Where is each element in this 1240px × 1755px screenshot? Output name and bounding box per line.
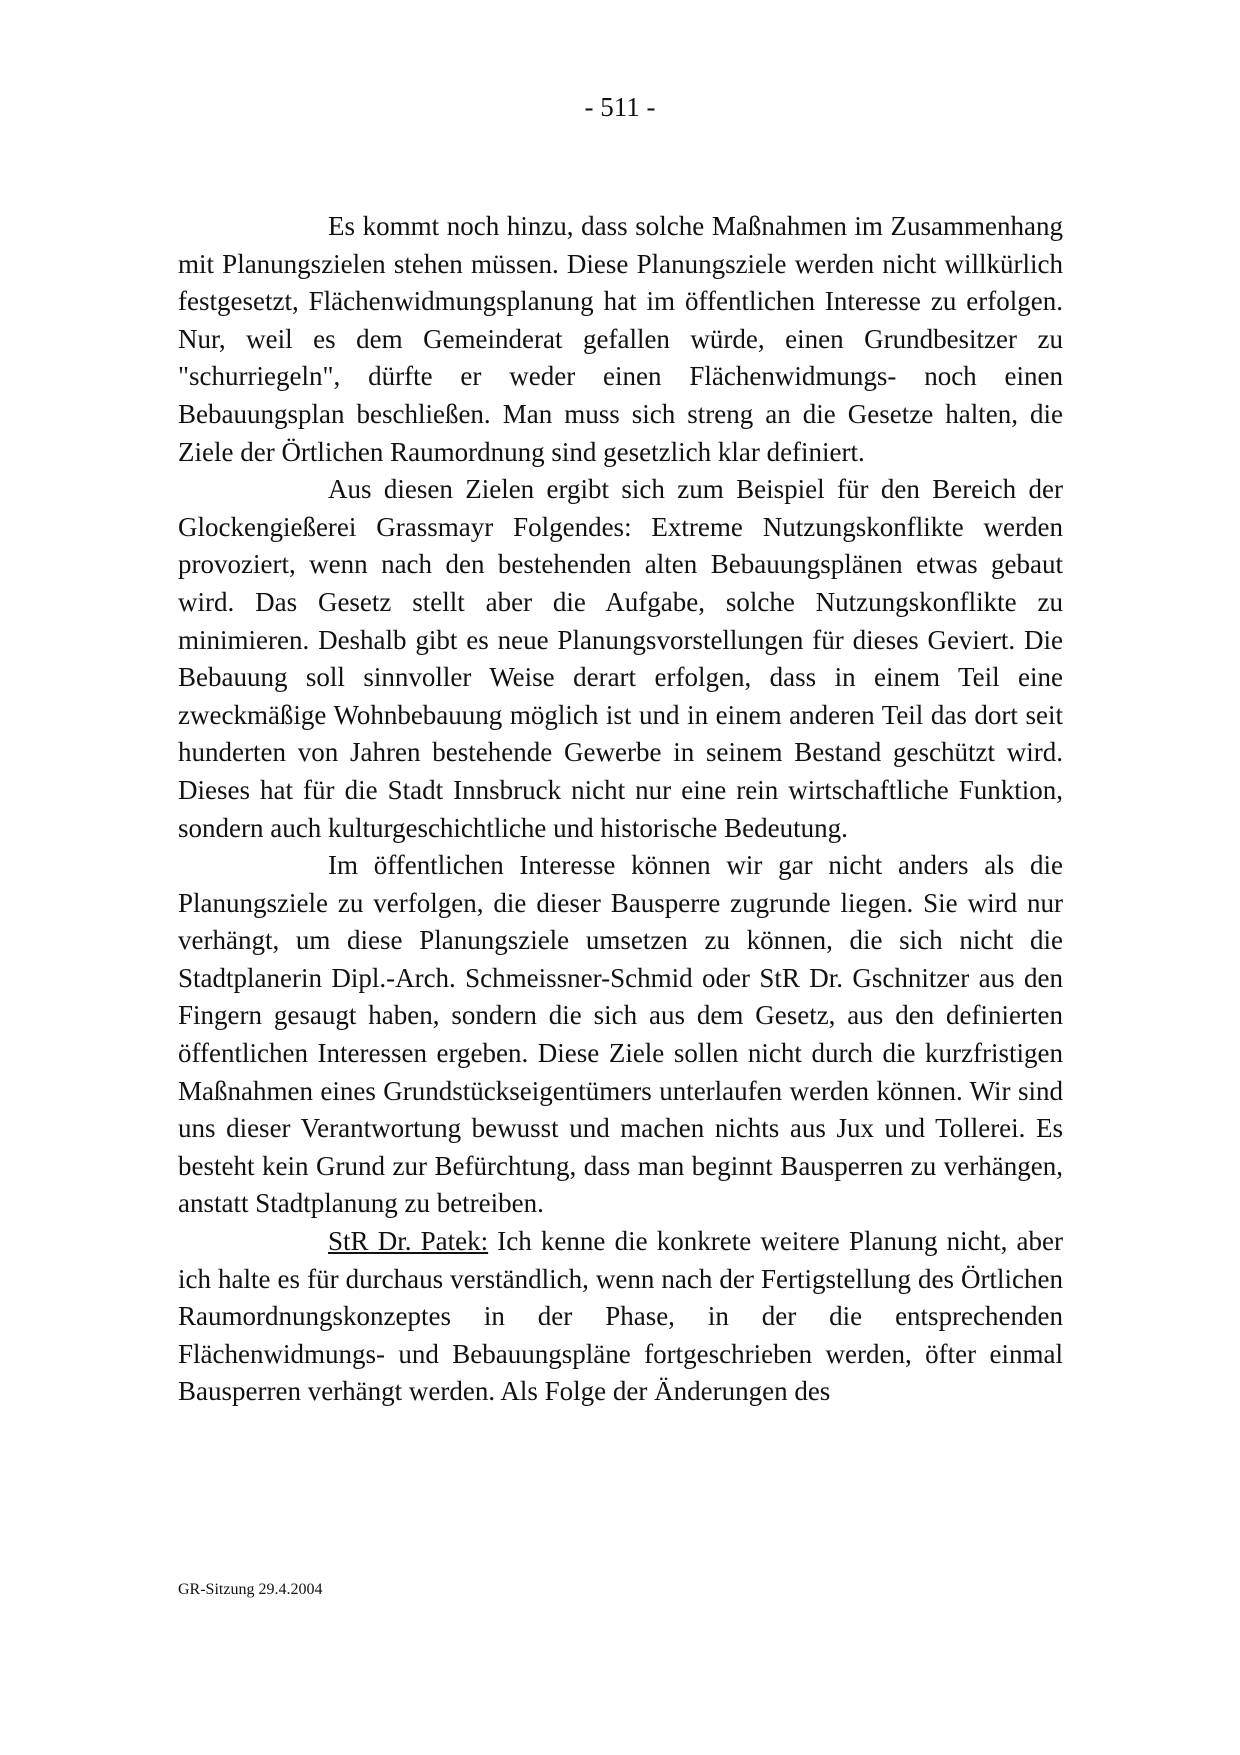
paragraph-1: Es kommt noch hinzu, dass solche Maßnahmen im Zusammenhang mit Planungszielen stehen müssen. Diese Planungsziele werden nicht willkürlich festgesetzt, Flächenwidmungsplanung hat im öffentlichen Interesse zu erfolgen. Nur, weil es dem Gemeinderat gefallen würde, einen Grundbesitzer zu "schurriegeln", dürfte er weder einen Flächenwidmungs- noch einen Bebauungsplan beschließen. Man muss sich streng an die Gesetze halten, die Ziele der Örtlichen Raumordnung sind gesetzlich klar definiert. [178,211,1063,467]
document-body [178,208,1063,1411]
paragraph-3: Im öffentlichen Interesse können wir gar nicht anders als die Planungsziele zu verfolgen, die dieser Bausperre zugrunde liegen. Sie wird nur verhängt, um diese Planungsziele umsetzen zu können, die sich nicht die Stadtplanerin Dipl.-Arch. Schmeissner-Schmid oder StR Dr. Gschnitzer aus den Fingern gesaugt haben, sondern die sich aus dem Gesetz, aus den definierten öffentlichen Interessen ergeben. Diese Ziele sollen nicht durch die kurzfristigen Maßnahmen eines Grundstückseigentümers unterlaufen werden können. Wir sind uns dieser Verantwortung bewusst und machen nichts aus Jux und Tollerei. Es besteht kein Grund zur Befürchtung, dass man beginnt Bausperren zu verhängen, anstatt Stadtplanung zu betreiben. [178,850,1063,1219]
page-number: - 511 - [584,92,656,122]
paragraph-4 [178,1223,1063,1411]
speaker-name: StR Dr. Patek: [328,1226,489,1257]
paragraph-2: Aus diesen Zielen ergibt sich zum Beispiel für den Bereich der Glockengießerei Grassmayr Folgendes: Extreme Nutzungskonflikte werden provoziert, wenn nach den bestehenden alten Bebauungsplänen etwas gebaut wird. Das Gesetz stellt aber die Aufgabe, solche Nutzungskonflikte zu minimieren. Deshalb gibt es neue Planungsvorstellungen für dieses Geviert. Die Bebauung soll sinnvoller Weise derart erfolgen, dass in einem Teil eine zweckmäßige Wohnbebauung möglich ist und in einem anderen Teil das dort seit hunderten von Jahren bestehende Gewerbe in seinem Bestand geschützt wird. Dieses hat für die Stadt Innsbruck nicht nur eine rein wirtschaftliche Funktion, sondern auch kulturgeschichtliche und historische Bedeutung. [178,474,1063,843]
paragraph-4-text: Ich kenne die konkrete weitere Planung nicht, aber ich halte es für durchaus verständlich, wenn nach der Fertigstellung des Örtlichen Raumordnungskonzeptes in der Phase, in der die entsprechenden Flächenwidmungs- und Bebauungspläne fortgeschrieben werden, öfter einmal Bausperren verhängt werden. Als Folge der Änderungen des [178,1226,1064,1407]
footer-session-date: GR-Sitzung 29.4.2004 [178,1581,323,1598]
